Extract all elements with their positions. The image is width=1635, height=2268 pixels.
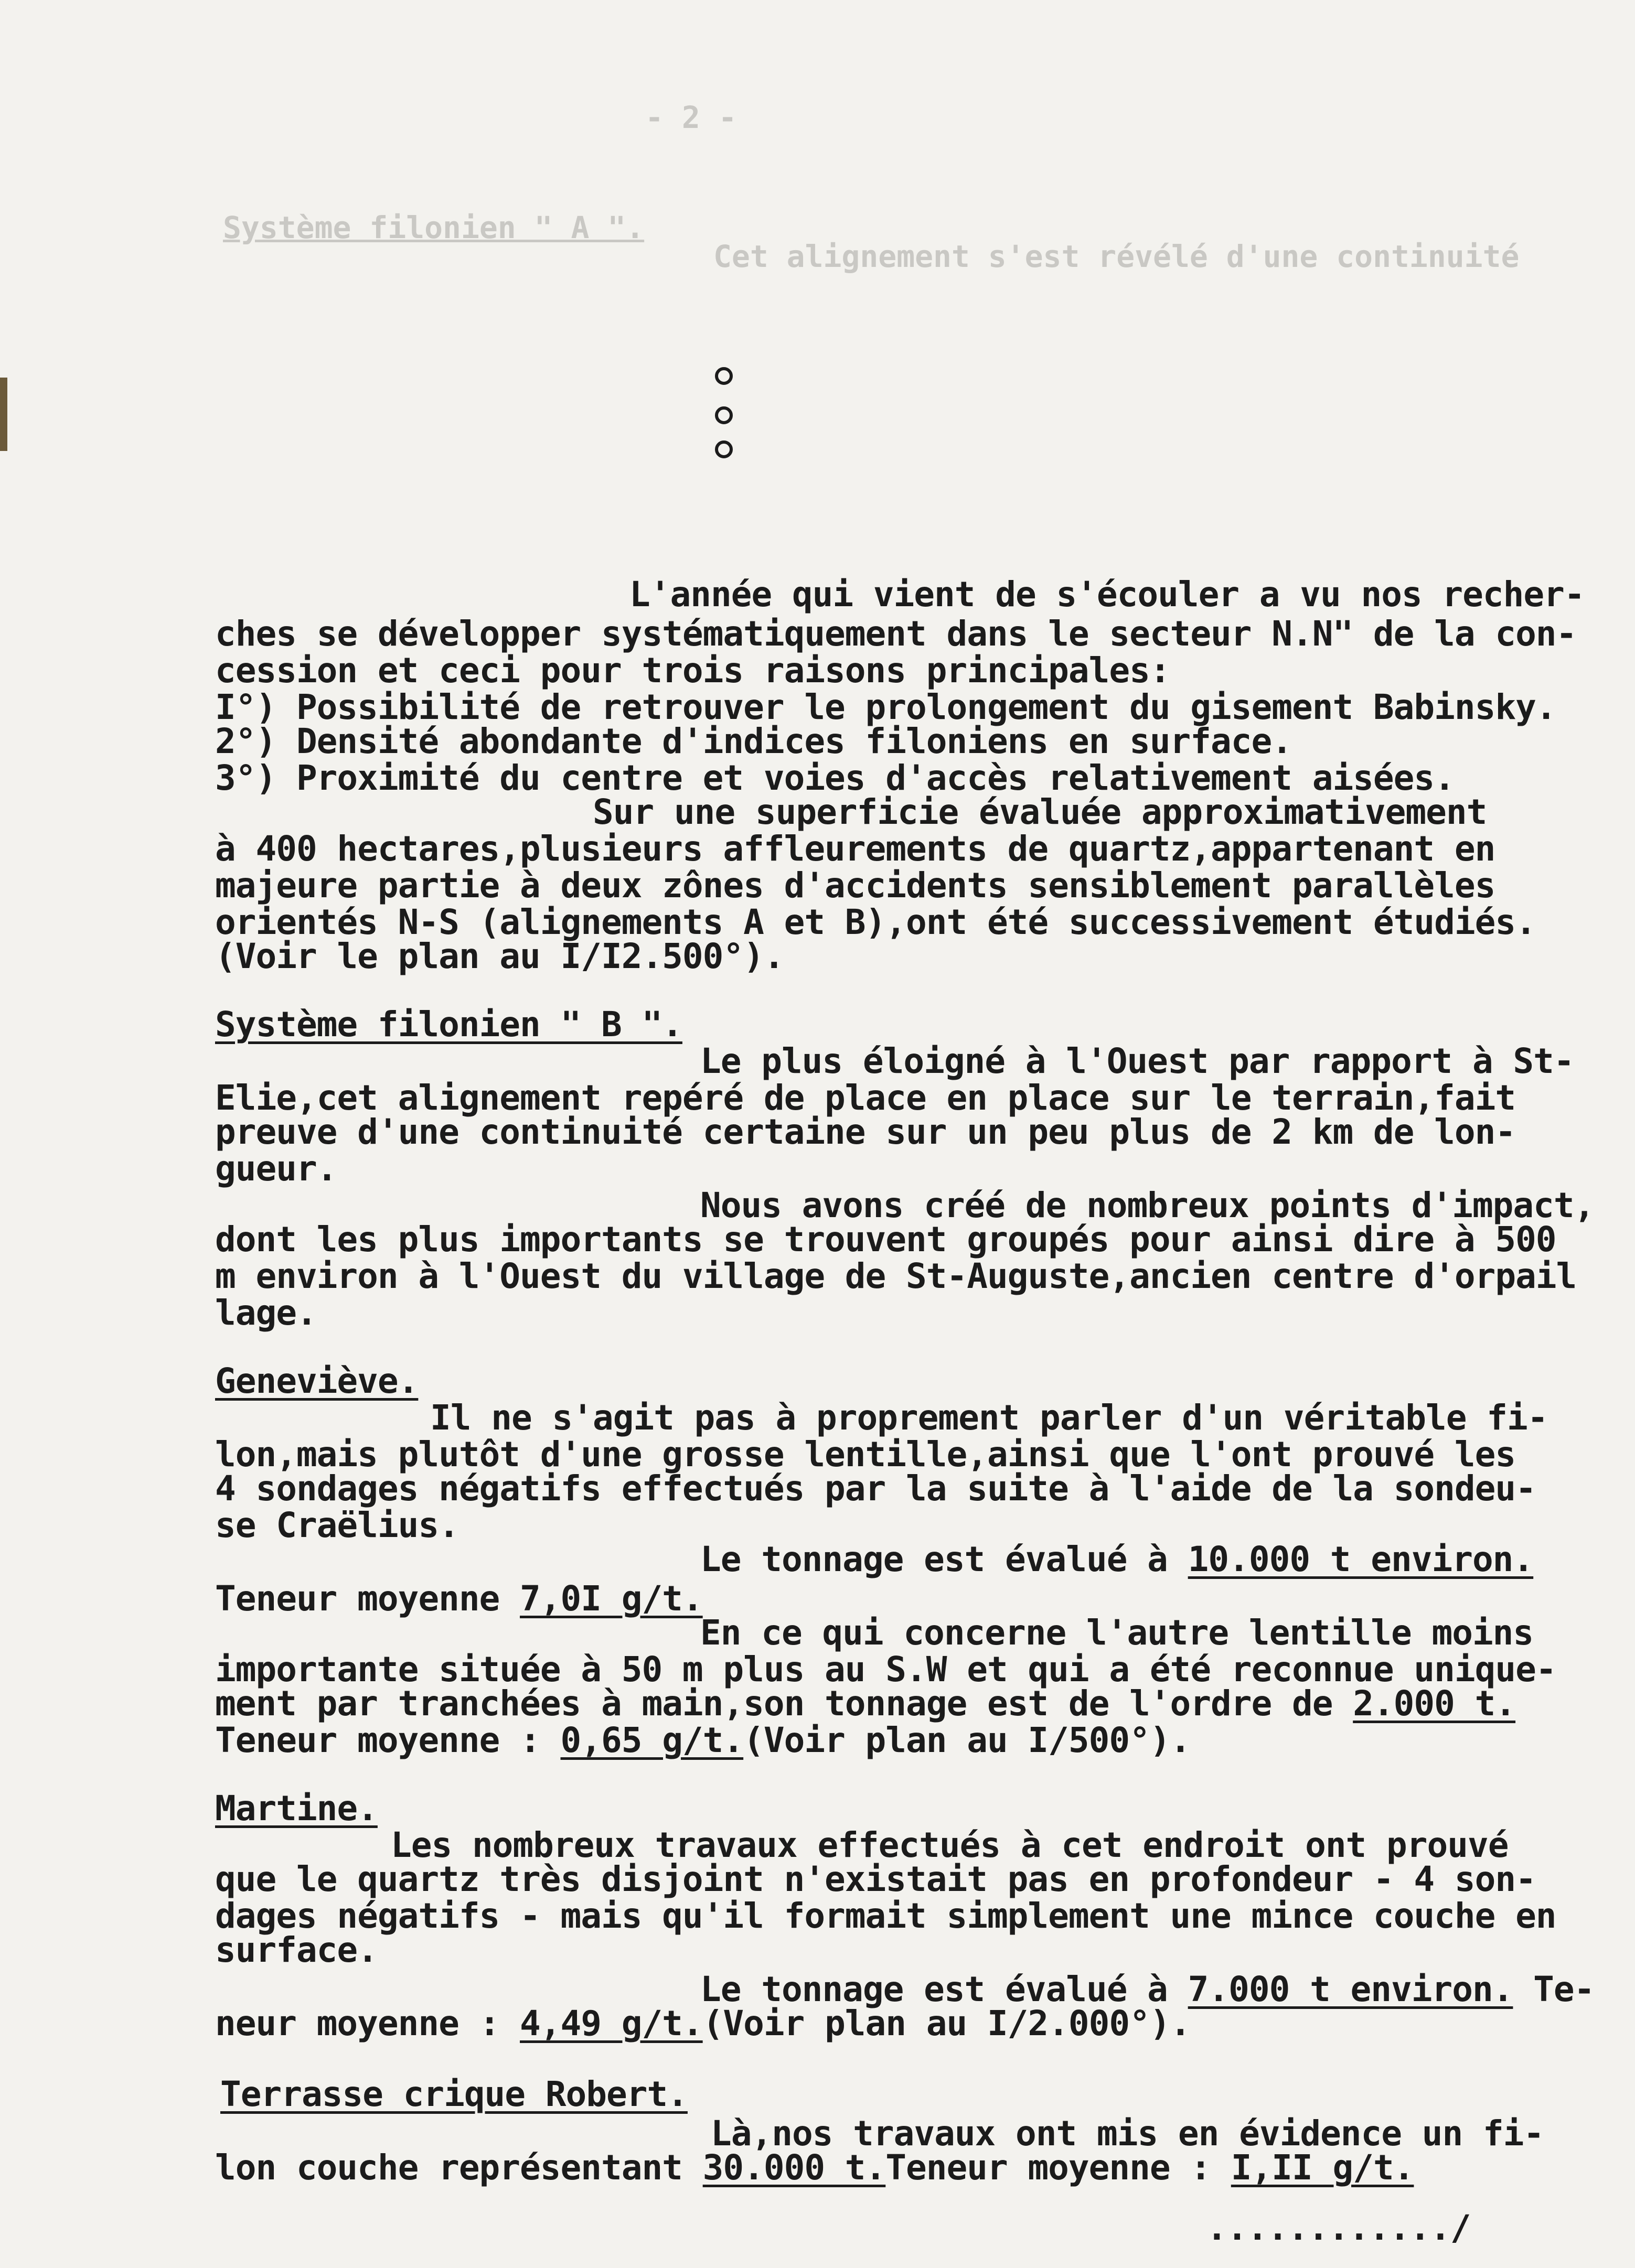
genevieve-line: Le tonnage est évalué à 10.000 t environ. (700, 1539, 1534, 1579)
martine-line: neur moyenne : 4,49 g/t.(Voir plan au I/2.000°). (215, 2003, 1191, 2044)
continuation-mark: ............/ (1206, 2208, 1471, 2248)
martine-line: Le tonnage est évalué à 7.000 t environ. Te- (700, 1969, 1595, 2009)
intro-line: orientés N-S (alignements A et B),ont été successivement étudiés. (215, 902, 1536, 942)
intro-line: Sur une superficie évaluée approximativement (593, 792, 1487, 832)
systeme-b-line: Nous avons créé de nombreux points d'impact, (700, 1185, 1595, 1226)
intro-line: L'année qui vient de s'écouler a vu nos recher- (629, 574, 1585, 615)
intro-line: ches se développer systématiquement dans le secteur N.N" de la con- (215, 614, 1577, 654)
intro-line: majeure partie à deux zônes d'accidents sensiblement parallèles (215, 865, 1495, 906)
intro-line: à 400 hectares,plusieurs affleurements de quartz,appartenant en (215, 829, 1495, 869)
terrasse-line: lon couche représentant 30.000 t.Teneur moyenne : I,II g/t. (215, 2147, 1414, 2188)
systeme-b-line: Le plus éloigné à l'Ouest par rapport à St- (700, 1041, 1574, 1081)
intro-line: I°) Possibilité de retrouver le prolongement du gisement Babinsky. (215, 687, 1556, 727)
section-heading-systeme-b: Système filonien " B ". (215, 1004, 682, 1045)
genevieve-line: importante située à 50 m plus au S.W et qui a été reconnue unique- (215, 1649, 1556, 1690)
binding-mark (0, 378, 7, 451)
systeme-b-line: preuve d'une continuité certaine sur un peu plus de 2 km de lon- (215, 1112, 1516, 1152)
genevieve-line: se Craëlius. (215, 1505, 459, 1545)
genevieve-line: lon,mais plutôt d'une grosse lentille,ainsi que l'ont prouvé les (215, 1434, 1516, 1475)
genevieve-line: Teneur moyenne : 0,65 g/t.(Voir plan au I/500°). (215, 1720, 1191, 1760)
intro-line: 2°) Densité abondante d'indices filoniens en surface. (215, 721, 1292, 761)
systeme-b-line: gueur. (215, 1148, 337, 1189)
section-heading-terrasse: Terrasse crique Robert. (220, 2074, 688, 2114)
systeme-b-line: Elie,cet alignement repéré de place en place sur le terrain,fait (215, 1078, 1516, 1118)
genevieve-line: Teneur moyenne 7,0I g/t. (215, 1578, 703, 1619)
bleed-through-heading: Système filonien " A ". (223, 210, 645, 245)
page-number: - 2 - (645, 100, 737, 135)
genevieve-line: En ce qui concerne l'autre lentille moins (700, 1613, 1534, 1653)
martine-line: surface. (215, 1930, 378, 1970)
genevieve-line: ment par tranchées à main,son tonnage est de l'ordre de 2.000 t. (215, 1683, 1516, 1724)
section-heading-genevieve: Geneviève. (215, 1361, 419, 1401)
systeme-b-line: m environ à l'Ouest du village de St-Auguste,ancien centre d'orpail (215, 1256, 1577, 1296)
intro-line: cession et ceci pour trois raisons principales: (215, 650, 1170, 691)
systeme-b-line: lage. (215, 1293, 317, 1333)
separator-dot (715, 440, 733, 458)
genevieve-line: 4 sondages négatifs effectués par la suite à l'aide de la sondeu- (215, 1468, 1536, 1509)
intro-line: (Voir le plan au I/I2.500°). (215, 936, 784, 976)
martine-line: dages négatifs - mais qu'il formait simplement une mince couche en (215, 1896, 1556, 1936)
terrasse-line: Là,nos travaux ont mis en évidence un fi- (711, 2113, 1544, 2154)
martine-line: que le quartz très disjoint n'existait pas en profondeur - 4 son- (215, 1859, 1536, 1899)
martine-line: Les nombreux travaux effectués à cet endroit ont prouvé (391, 1825, 1509, 1865)
separator-dot (715, 367, 733, 385)
bleed-through-fragment: Cet alignement s'est révélé d'une continuité (713, 239, 1520, 274)
intro-line: 3°) Proximité du centre et voies d'accès relativement aisées. (215, 758, 1455, 798)
genevieve-line: Il ne s'agit pas à proprement parler d'un véritable fi- (430, 1398, 1548, 1438)
systeme-b-line: dont les plus importants se trouvent groupés pour ainsi dire à 500 (215, 1219, 1556, 1260)
separator-dot (715, 406, 733, 424)
section-heading-martine: Martine. (215, 1788, 378, 1829)
